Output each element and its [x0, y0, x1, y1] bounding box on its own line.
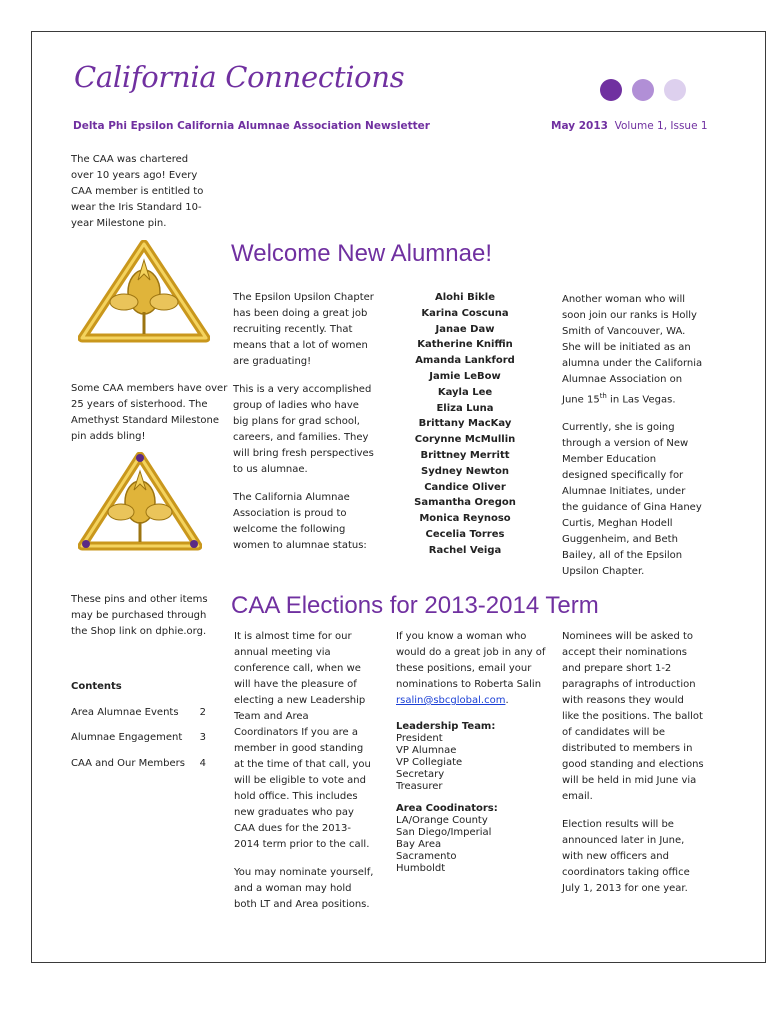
welcome-heading: Welcome New Alumnae! [231, 240, 492, 267]
elections-paragraph: It is almost time for our annual meeting via conference call, when we will have the pleasure of electing a new Leadership Team and Area Coordinators If you are a member in good standing at the time of that call, you will be eligible to vote and hold office. This includes new graduates who pay CAA dues for the 2013-2014 term prior to the call. [234, 631, 371, 850]
alumna-name: Amanda Lankford [415, 355, 515, 367]
sidebar-chartered-text: The CAA was chartered over 10 years ago! Every CAA member is entitled to wear the Iris Standard 10-year Milestone pin. [71, 154, 204, 229]
toc-item[interactable] [71, 758, 206, 769]
welcome-column-1 [233, 290, 375, 566]
decorative-dot-2 [632, 79, 654, 101]
newsletter-subtitle: Delta Phi Epsilon California Alumnae Association Newsletter [73, 120, 430, 132]
decorative-dot-1 [600, 79, 622, 101]
iris-pin-icon [78, 240, 210, 344]
elections-paragraph: Nominees will be asked to accept their nominations and prepare short 1-2 paragraphs of introduction with reasons they would like the positions. The ballot of candidates will be distributed to members in good standing and elections will be held in mid June via email. [562, 631, 704, 802]
alumna-name: Eliza Luna [436, 402, 494, 414]
area-position: Sacramento [396, 851, 457, 862]
alumna-name: Candice Oliver [424, 481, 506, 493]
decorative-dot-3 [664, 79, 686, 101]
newsletter-title: California Connections [74, 60, 405, 94]
contents-title: Contents [71, 681, 122, 692]
elections-column-3 [562, 629, 704, 909]
alumna-name: Janae Daw [435, 323, 495, 335]
issue-date: May 2013 [551, 120, 608, 132]
alumna-name: Kayla Lee [437, 386, 493, 398]
alumna-name: Sydney Newton [421, 465, 509, 477]
toc-label: Area Alumnae Events [71, 707, 179, 718]
alumna-name: Karina Coscuna [421, 307, 509, 319]
email-link[interactable]: rsalin@sbcglobal.com [396, 695, 506, 706]
area-position: Bay Area [396, 839, 442, 850]
alumna-name: Katherine Kniffin [417, 339, 513, 351]
leadership-position: Treasurer [396, 781, 443, 792]
area-label: Area Coodinators: [396, 803, 498, 814]
sidebar-shop-text: These pins and other items may be purchased through the Shop link on dphie.org. [71, 594, 208, 637]
leadership-position: VP Alumnae [396, 745, 457, 756]
alumna-name: Cecelia Torres [425, 528, 505, 540]
new-alumnae-list [396, 290, 534, 559]
toc-item[interactable] [71, 732, 206, 743]
welcome-paragraph: Another woman who will soon join our ranks is Holly Smith of Vancouver, WA. She will be initiated as an alumna under the California Alumnae Association on June 15th in Las Vegas. [562, 294, 703, 406]
issue-volume: Volume 1, Issue 1 [614, 120, 708, 132]
sidebar-sisterhood-text: Some CAA members have over 25 years of sisterhood. The Amethyst Standard Milestone pin adds bling! [71, 383, 228, 442]
toc-page: 4 [199, 758, 206, 769]
toc-item[interactable] [71, 707, 206, 718]
toc-label: CAA and Our Members [71, 758, 185, 769]
alumna-name: Monica Reynoso [419, 513, 511, 525]
alumna-name: Alohi Bikle [435, 292, 495, 303]
area-position: Humboldt [396, 863, 446, 874]
toc-page: 3 [199, 732, 206, 743]
alumna-name: Corynne McMullin [414, 434, 516, 446]
issue-info [551, 120, 708, 132]
amethyst-pin-icon [78, 452, 202, 552]
welcome-paragraph: The Epsilon Upsilon Chapter has been doing a great job recruiting recently. That means that a lot of women are graduating! [233, 292, 374, 367]
area-position: San Diego/Imperial [396, 827, 492, 838]
elections-paragraph: You may nominate yourself, and a woman may hold both LT and Area positions. [234, 867, 374, 910]
elections-paragraph: Election results will be announced later in June, with new officers and coordinators taking office July 1, 2013 for one year. [562, 819, 690, 894]
leadership-position: Secretary [396, 769, 445, 780]
leadership-list [396, 721, 546, 793]
area-list [396, 803, 546, 875]
welcome-paragraph: Currently, she is going through a version of New Member Education designed specifically for Alumnae Initiates, under the guidance of Gina Haney Curtis, Meghan Hodell Guggenheim, and Beth Bailey, all of the Epsilon Upsilon Chapter. [562, 422, 702, 578]
area-position: LA/Orange County [396, 815, 488, 826]
alumna-name: Brittany MacKay [418, 418, 512, 430]
elections-column-1 [234, 629, 374, 925]
leadership-position: VP Collegiate [396, 757, 463, 768]
alumna-name: Samantha Oregon [414, 497, 516, 509]
nominations-paragraph: If you know a woman who would do a great job in any of these positions, email your nominations to Roberta Salin rsalin@sbcglobal.com. [396, 631, 546, 706]
leadership-position: President [396, 733, 443, 744]
elections-column-2 [396, 629, 546, 875]
leadership-label: Leadership Team: [396, 721, 496, 732]
toc-page: 2 [199, 707, 206, 718]
alumna-name: Jamie LeBow [429, 370, 501, 382]
alumna-name: Rachel Veiga [428, 544, 502, 556]
welcome-paragraph: This is a very accomplished group of ladies who have big plans for grad school, careers, and families. They will bring fresh perspectives to us alumnae. [233, 384, 374, 475]
elections-heading: CAA Elections for 2013-2014 Term [231, 592, 599, 619]
welcome-paragraph: The California Alumnae Association is proud to welcome the following women to alumnae status: [233, 492, 367, 551]
toc-label: Alumnae Engagement [71, 732, 183, 743]
alumna-name: Brittney Merritt [420, 449, 510, 461]
welcome-column-3 [562, 292, 704, 592]
